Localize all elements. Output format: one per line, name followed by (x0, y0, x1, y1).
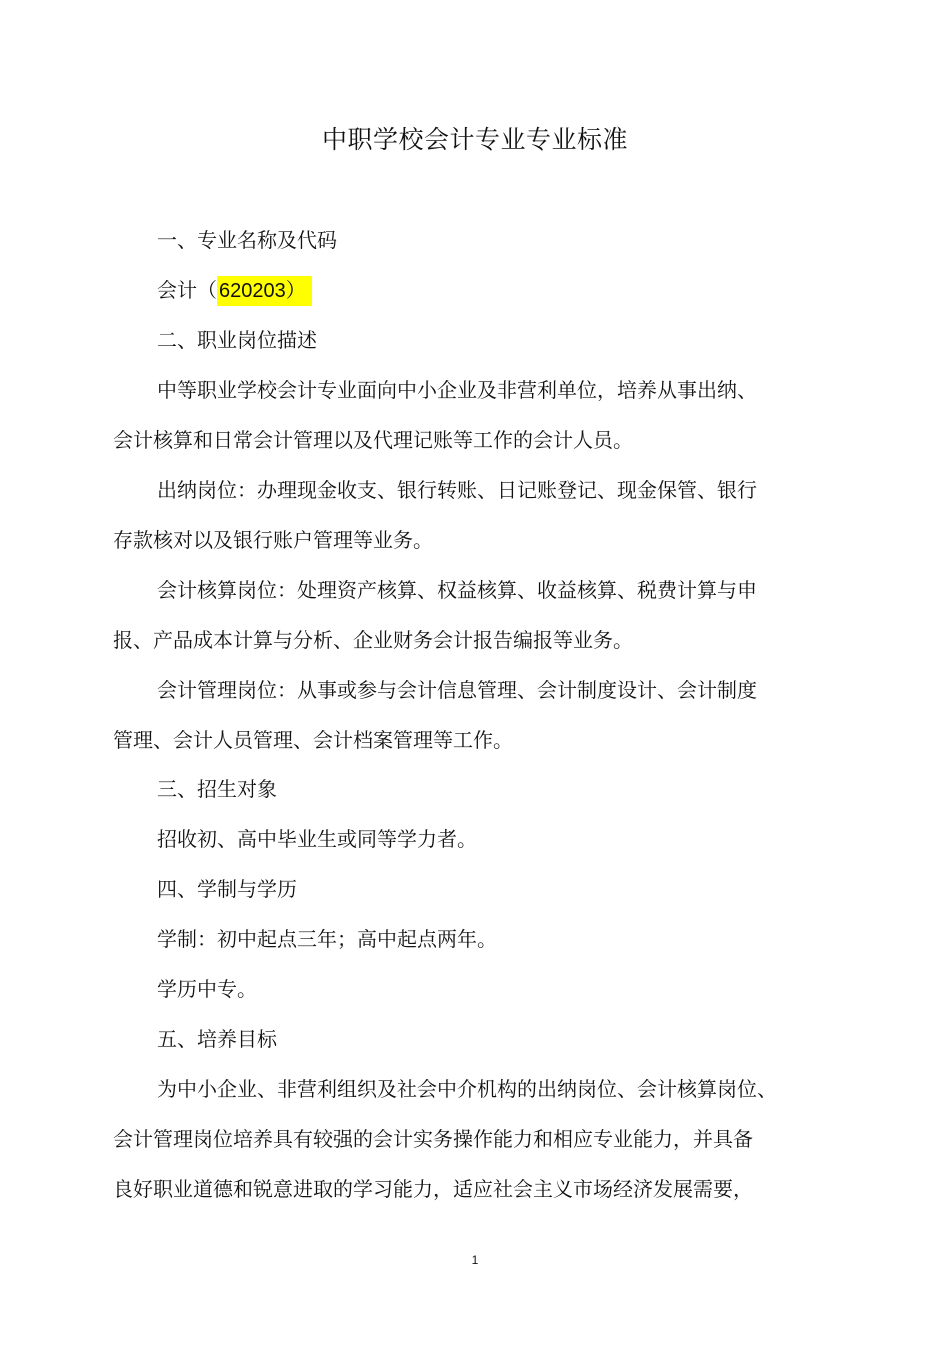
paragraph-line: 招收初、高中毕业生或同等学力者。 (157, 827, 477, 851)
paragraph-line: 出纳岗位：办理现金收支、银行转账、日记账登记、现金保管、银行 (157, 478, 757, 502)
section-heading-2: 二、职业岗位描述 (157, 328, 317, 352)
paragraph-line: 中等职业学校会计专业面向中小企业及非营利单位，培养从事出纳、 (157, 378, 757, 402)
paragraph-line: 会计核算岗位：处理资产核算、权益核算、收益核算、税费计算与申 (157, 578, 757, 602)
paragraph-line: 学历中专。 (157, 977, 257, 1001)
document-title: 中职学校会计专业专业标准 (321, 125, 628, 154)
paragraph-line: 会计管理岗位：从事或参与会计信息管理、会计制度设计、会计制度 (157, 678, 757, 702)
paragraph-line: 为中小企业、非营利组织及社会中介机构的出纳岗位、会计核算岗位、 (157, 1077, 777, 1101)
major-name: 会计（ (157, 278, 217, 302)
paragraph-line: 良好职业道德和锐意进取的学习能力，适应社会主义市场经济发展需要， (113, 1177, 753, 1201)
paragraph-line: 存款核对以及银行账户管理等业务。 (113, 528, 433, 552)
paragraph-line: 报、产品成本计算与分析、企业财务会计报告编报等业务。 (113, 628, 633, 652)
major-code-highlight: 620203） (217, 276, 312, 306)
paragraph-line: 会计管理岗位培养具有较强的会计实务操作能力和相应专业能力，并具备 (113, 1127, 753, 1151)
major-name-line (157, 275, 312, 306)
section-heading-3: 三、招生对象 (157, 777, 277, 801)
section-heading-1: 一、专业名称及代码 (157, 228, 337, 252)
page-number: 1 (471, 1253, 479, 1267)
section-heading-5: 五、培养目标 (157, 1027, 277, 1051)
paragraph-line: 学制：初中起点三年；高中起点两年。 (157, 927, 497, 951)
section-heading-4: 四、学制与学历 (157, 877, 297, 901)
paragraph-line: 会计核算和日常会计管理以及代理记账等工作的会计人员。 (113, 428, 633, 452)
paragraph-line: 管理、会计人员管理、会计档案管理等工作。 (113, 728, 513, 752)
